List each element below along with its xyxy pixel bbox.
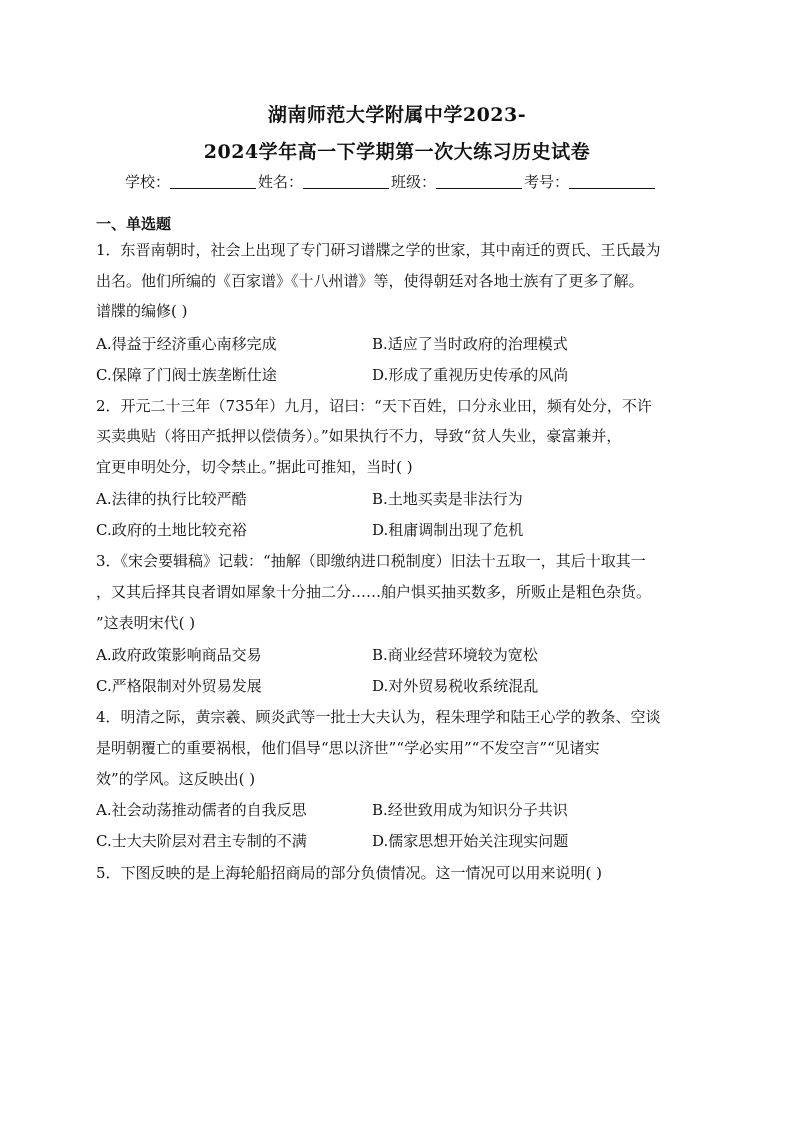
question-2-option-b[interactable]: B.土地买卖是非法行为: [372, 490, 523, 508]
question-1-line-3: 谱牒的编修( ): [96, 302, 188, 320]
question-4-line-1: 4．明清之际，黄宗羲、顾炎武等一批士大夫认为，程朱理学和陆王心学的教条、空谈: [96, 708, 661, 726]
name-blank[interactable]: [303, 174, 389, 189]
question-2-line-1: 2．开元二十三年（735年）九月，诏曰：“天下百姓，口分永业田，频有处分，不许: [96, 397, 652, 415]
question-1-line-2: 出名。他们所编的《百家谱》《十八州谱》等，使得朝廷对各地士族有了更多了解。: [96, 272, 644, 290]
question-4-option-b[interactable]: B.经世致用成为知识分子共识: [372, 801, 568, 819]
name-label: 姓名：: [258, 173, 304, 191]
question-4-option-a[interactable]: A.社会动荡推动儒者的自我反思: [96, 801, 307, 819]
question-1-line-1: 1．东晋南朝时，社会上出现了专门研习谱牒之学的世家，其中南迁的贾氏、王氏最为: [96, 241, 661, 259]
question-3-line-2: ，又其后择其良者谓如犀象十分抽二分……舶户惧买抽买数多，所贩止是粗色杂货。: [96, 583, 652, 601]
question-3-line-3: ”这表明宋代( ): [96, 614, 196, 632]
question-2-option-a[interactable]: A.法律的执行比较严酷: [96, 490, 247, 508]
question-2-line-3: 宜更申明处分，切令禁止。”据此可推知，当时( ): [96, 458, 413, 476]
class-blank[interactable]: [436, 174, 522, 189]
question-3-option-d[interactable]: D.对外贸易税收系统混乱: [372, 677, 539, 695]
class-label: 班级：: [391, 173, 437, 191]
question-4-option-c[interactable]: C.士大夫阶层对君主专制的不满: [96, 832, 307, 850]
school-label: 学校：: [125, 173, 171, 191]
question-2-line-2: 买卖典贴（将田产抵押以偿债务）。”如果执行不力，导致“贫人失业，豪富兼并，: [96, 427, 622, 445]
section-title: 一、单选题: [96, 215, 172, 233]
question-1-option-c[interactable]: C.保障了门阀士族垄断仕途: [96, 366, 277, 384]
question-4-line-3: 效”的学风。这反映出( ): [96, 770, 256, 788]
question-3-line-1: 3．《宋会要辑稿》记载：“抽解（即缴纳进口税制度）旧法十五取一，其后十取其一: [96, 552, 646, 570]
exam-title-line1: 湖南师范大学附属中学2023-: [267, 104, 527, 126]
question-3-option-a[interactable]: A.政府政策影响商品交易: [96, 646, 262, 664]
number-blank[interactable]: [569, 174, 655, 189]
number-label: 考号：: [524, 173, 570, 191]
question-2-option-c[interactable]: C.政府的土地比较充裕: [96, 521, 247, 539]
question-5-line-1: 5．下图反映的是上海轮船招商局的部分负债情况。这一情况可以用来说明( ): [96, 864, 603, 882]
question-4-option-d[interactable]: D.儒家思想开始关注现实问题: [372, 832, 569, 850]
question-4-line-2: 是明朝覆亡的重要祸根，他们倡导“思以济世”“学必实用”“不发空言”“见诸实: [96, 739, 600, 757]
school-blank[interactable]: [170, 174, 256, 189]
question-3-option-b[interactable]: B.商业经营环境较为宽松: [372, 646, 538, 664]
question-3-option-c[interactable]: C.严格限制对外贸易发展: [96, 677, 262, 695]
exam-title-line2: 2024学年高一下学期第一次大练习历史试卷: [203, 141, 591, 163]
question-1-option-b[interactable]: B.适应了当时政府的治理模式: [372, 335, 568, 353]
question-1-option-d[interactable]: D.形成了重视历史传承的风尚: [372, 366, 569, 384]
question-2-option-d[interactable]: D.租庸调制出现了危机: [372, 521, 524, 539]
student-info-row: [125, 171, 657, 192]
question-1-option-a[interactable]: A.得益于经济重心南移完成: [96, 335, 277, 353]
